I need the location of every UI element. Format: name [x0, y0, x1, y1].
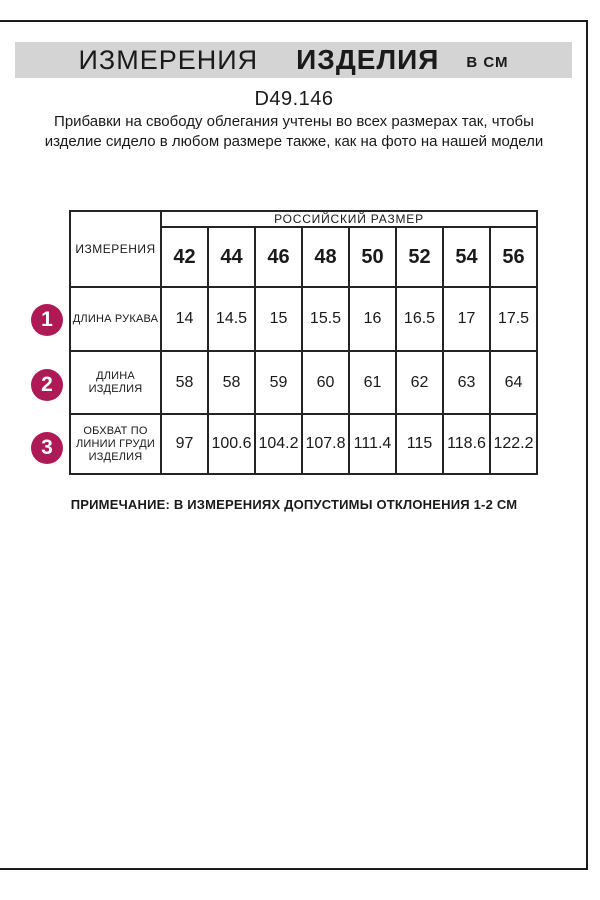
value-cell: 60	[302, 351, 349, 414]
row-label-cell: ДЛИНА РУКАВА	[70, 287, 161, 351]
value-cell: 104.2	[255, 414, 302, 474]
note-text: ПРИМЕЧАНИЕ: В ИЗМЕРЕНИЯХ ДОПУСТИМЫ ОТКЛОНЕНИЯ 1-2 СМ	[70, 497, 518, 512]
value-cell: 122.2	[490, 414, 537, 474]
value-cell: 111.4	[349, 414, 396, 474]
value-cell: 115	[396, 414, 443, 474]
value-cell: 97	[161, 414, 208, 474]
value-cell: 15	[255, 287, 302, 351]
row-badge-1: 1	[31, 304, 63, 336]
value-cell: 100.6	[208, 414, 255, 474]
value-cell: 15.5	[302, 287, 349, 351]
value-cell: 59	[255, 351, 302, 414]
size-group-row	[70, 211, 537, 227]
row-label-cell: ОБХВАТ ПО ЛИНИИ ГРУДИ ИЗДЕЛИЯ	[70, 414, 161, 474]
row-badge-3: 3	[31, 432, 63, 464]
size-header-cell: 44	[208, 227, 255, 287]
value-cell: 58	[161, 351, 208, 414]
title-garment: ИЗДЕЛИЯ	[296, 44, 440, 75]
size-header-cell: 46	[255, 227, 302, 287]
size-header-cell: 42	[161, 227, 208, 287]
value-cell: 17	[443, 287, 490, 351]
value-cell: 62	[396, 351, 443, 414]
model-number: D49.146	[254, 88, 334, 110]
value-cell: 14.5	[208, 287, 255, 351]
row-label-cell: ДЛИНА ИЗДЕЛИЯ	[70, 351, 161, 414]
table-row-garment-length	[70, 351, 537, 414]
measurements-header-cell: ИЗМЕРЕНИЯ	[70, 211, 161, 287]
size-header-cell: 54	[443, 227, 490, 287]
value-cell: 107.8	[302, 414, 349, 474]
value-cell: 16.5	[396, 287, 443, 351]
value-cell: 58	[208, 351, 255, 414]
size-header-cell: 52	[396, 227, 443, 287]
title-units: В СМ	[466, 53, 509, 71]
table-row-sleeve-length	[70, 287, 537, 351]
row-badge-2: 2	[31, 369, 63, 401]
title-band	[15, 42, 572, 78]
size-header-cell: 48	[302, 227, 349, 287]
value-cell: 61	[349, 351, 396, 414]
value-cell: 64	[490, 351, 537, 414]
size-group-header-cell: РОССИЙСКИЙ РАЗМЕР	[161, 211, 537, 227]
title-measurements: ИЗМЕРЕНИЯ	[78, 44, 259, 75]
fit-description: Прибавки на свободу облегания учтены во всех размерах так, чтобы изделие сидело в любом размере также, как на фото на нашей модели	[44, 113, 544, 150]
value-cell: 118.6	[443, 414, 490, 474]
table-row-chest-girth	[70, 414, 537, 474]
value-cell: 17.5	[490, 287, 537, 351]
value-cell: 16	[349, 287, 396, 351]
size-header-cell: 56	[490, 227, 537, 287]
size-header-cell: 50	[349, 227, 396, 287]
value-cell: 14	[161, 287, 208, 351]
size-table	[69, 210, 538, 475]
value-cell: 63	[443, 351, 490, 414]
